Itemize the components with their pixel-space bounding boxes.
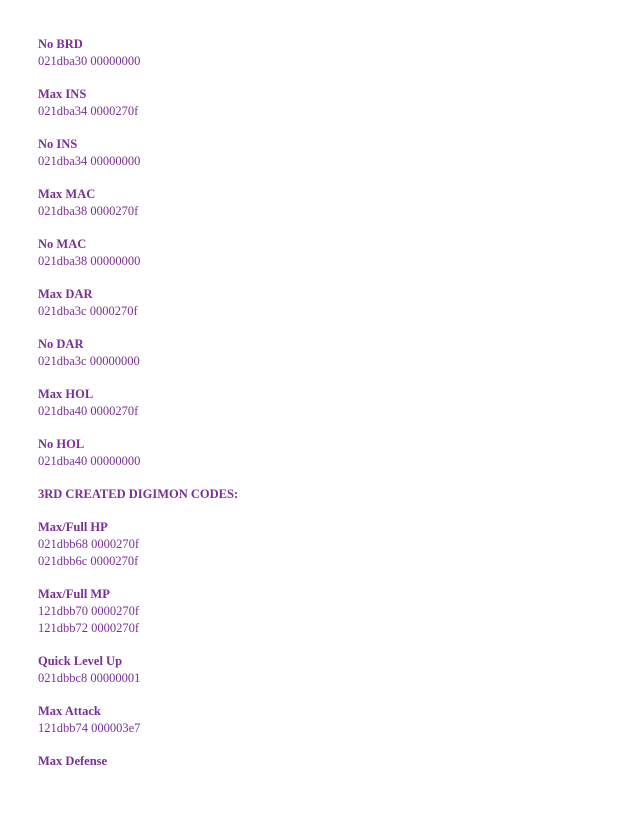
code-block-title: Max HOL: [38, 387, 94, 401]
code-block: [38, 386, 639, 420]
code-block: [38, 653, 639, 687]
code-block: [38, 336, 639, 370]
code-block: [38, 586, 639, 637]
code-block: [38, 703, 639, 737]
code-block: [38, 136, 639, 170]
code-line: 021dbb68 0000270f: [38, 537, 140, 551]
code-block-title: No HOL: [38, 437, 85, 451]
code-block-title: Max DAR: [38, 287, 93, 301]
code-block-title: Quick Level Up: [38, 654, 123, 668]
code-line: 021dbb6c 0000270f: [38, 554, 139, 568]
code-block-title: Max INS: [38, 87, 87, 101]
code-block-title: Max Attack: [38, 704, 101, 718]
code-list: [38, 36, 639, 770]
code-block: [38, 436, 639, 470]
code-block: [38, 86, 639, 120]
code-line: 021dbbc8 00000001: [38, 671, 141, 685]
code-block-title: No MAC: [38, 237, 87, 251]
code-line: 021dba34 00000000: [38, 154, 141, 168]
code-line: 021dba34 0000270f: [38, 104, 139, 118]
code-line: 021dba3c 0000270f: [38, 304, 138, 318]
code-block-title: Max MAC: [38, 187, 96, 201]
code-block-title: No DAR: [38, 337, 84, 351]
code-line: 021dba40 0000270f: [38, 404, 139, 418]
code-block: [38, 236, 639, 270]
code-line: 021dba3c 00000000: [38, 354, 140, 368]
code-block: [38, 186, 639, 220]
code-block-title: Max/Full HP: [38, 520, 108, 534]
code-line: 121dbb74 000003e7: [38, 721, 141, 735]
code-line: 021dba38 0000270f: [38, 204, 139, 218]
code-line: 121dbb72 0000270f: [38, 621, 140, 635]
code-line: 121dbb70 0000270f: [38, 604, 140, 618]
code-block-title: No BRD: [38, 37, 83, 51]
code-line: 021dba30 00000000: [38, 54, 141, 68]
code-block-title: 3RD CREATED DIGIMON CODES:: [38, 487, 239, 501]
code-block-title: No INS: [38, 137, 78, 151]
code-block: [38, 753, 639, 770]
code-block-title: Max Defense: [38, 754, 108, 768]
code-block: [38, 286, 639, 320]
code-line: 021dba38 00000000: [38, 254, 141, 268]
code-block-title: Max/Full MP: [38, 587, 110, 601]
code-line: 021dba40 00000000: [38, 454, 141, 468]
code-block: [38, 519, 639, 570]
code-block: [38, 486, 639, 503]
code-block: [38, 36, 639, 70]
